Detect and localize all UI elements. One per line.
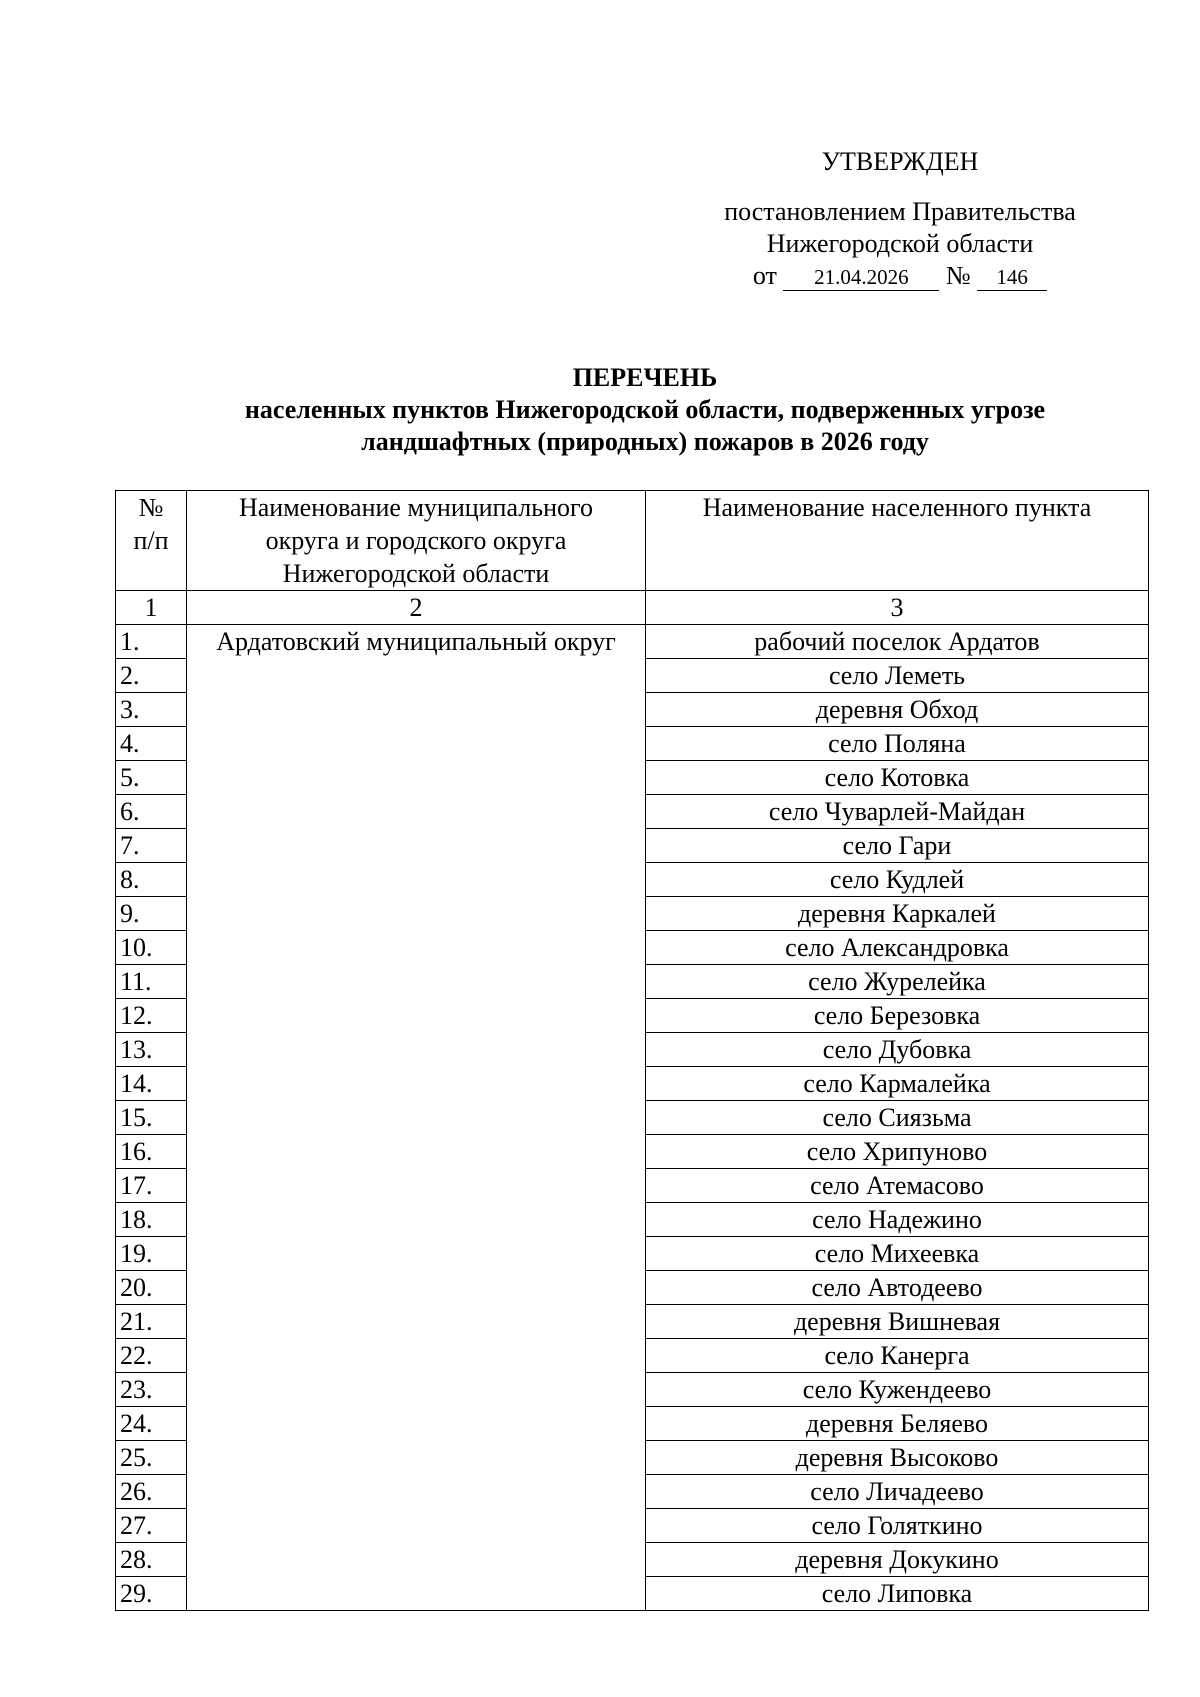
settlement-name: село Кудлей	[646, 863, 1149, 897]
settlement-name: село Кужендеево	[646, 1373, 1149, 1407]
row-number: 7.	[116, 829, 187, 863]
settlement-name: деревня Каркалей	[646, 897, 1149, 931]
header-number	[116, 491, 187, 591]
table-row	[116, 625, 1149, 659]
row-number: 11.	[116, 965, 187, 999]
settlement-name: село Гари	[646, 829, 1149, 863]
column-number-3: 3	[646, 591, 1149, 625]
row-number: 29.	[116, 1577, 187, 1611]
row-number: 21.	[116, 1305, 187, 1339]
row-number: 20.	[116, 1271, 187, 1305]
header-settlement-text: Наименование населенного пункта	[702, 493, 1092, 522]
row-number: 25.	[116, 1441, 187, 1475]
settlement-name: деревня Беляево	[646, 1407, 1149, 1441]
row-number: 14.	[116, 1067, 187, 1101]
row-number: 19.	[116, 1237, 187, 1271]
settlement-name: село Журелейка	[646, 965, 1149, 999]
table-body	[116, 625, 1149, 1611]
settlement-name: село Дубовка	[646, 1033, 1149, 1067]
settlement-name: село Личадеево	[646, 1475, 1149, 1509]
settlement-name: село Чуварлей-Майдан	[646, 795, 1149, 829]
document-title-block	[160, 362, 1130, 458]
settlement-name: село Александровка	[646, 931, 1149, 965]
settlement-name: село Голяткино	[646, 1509, 1149, 1543]
settlement-name: село Кармалейка	[646, 1067, 1149, 1101]
approval-date: 21.04.2026	[783, 264, 939, 291]
header-district-line-3: Нижегородской области	[282, 559, 550, 588]
row-number: 4.	[116, 727, 187, 761]
column-number-1: 1	[116, 591, 187, 625]
row-number: 9.	[116, 897, 187, 931]
row-number: 6.	[116, 795, 187, 829]
settlement-name: деревня Докукино	[646, 1543, 1149, 1577]
header-district-line-2: округа и городского округа	[265, 526, 567, 555]
column-number-2: 2	[187, 591, 646, 625]
settlement-name: село Атемасово	[646, 1169, 1149, 1203]
settlement-name: село Котовка	[646, 761, 1149, 795]
row-number: 22.	[116, 1339, 187, 1373]
header-settlement	[646, 491, 1149, 591]
row-number: 16.	[116, 1135, 187, 1169]
district-name: Ардатовский муниципальный округ	[187, 625, 646, 1611]
row-number: 5.	[116, 761, 187, 795]
row-number: 15.	[116, 1101, 187, 1135]
row-number: 12.	[116, 999, 187, 1033]
settlement-name: село Надежино	[646, 1203, 1149, 1237]
row-number: 3.	[116, 693, 187, 727]
approval-title: УТВЕРЖДЕН	[821, 147, 979, 176]
header-district	[187, 491, 646, 591]
row-number: 26.	[116, 1475, 187, 1509]
settlement-name: деревня Высоково	[646, 1441, 1149, 1475]
row-number: 18.	[116, 1203, 187, 1237]
row-number: 28.	[116, 1543, 187, 1577]
header-district-line-1: Наименование муниципального	[238, 493, 594, 522]
settlement-name: село Михеевка	[646, 1237, 1149, 1271]
settlement-name: село Леметь	[646, 659, 1149, 693]
row-number: 24.	[116, 1407, 187, 1441]
settlement-name: рабочий поселок Ардатов	[646, 625, 1149, 659]
settlement-name: село Липовка	[646, 1577, 1149, 1611]
row-number: 10.	[116, 931, 187, 965]
header-number-line-2: п/п	[133, 526, 169, 555]
row-number: 2.	[116, 659, 187, 693]
row-number: 27.	[116, 1509, 187, 1543]
settlement-name: село Березовка	[646, 999, 1149, 1033]
row-number: 23.	[116, 1373, 187, 1407]
row-number: 13.	[116, 1033, 187, 1067]
settlements-table	[115, 490, 1149, 1611]
settlement-name: село Автодеево	[646, 1271, 1149, 1305]
document-subtitle-1: населенных пунктов Нижегородской области, подверженных угрозе	[244, 395, 1046, 424]
header-number-line-1: №	[138, 493, 164, 522]
table-header-row	[116, 491, 1149, 591]
settlement-name: село Сиязьма	[646, 1101, 1149, 1135]
document-subtitle-2: ландшафтных (природных) пожаров в 2026 году	[361, 427, 929, 456]
approval-date-number-line	[680, 260, 1120, 292]
approval-block	[680, 146, 1120, 292]
settlement-name: село Хрипуново	[646, 1135, 1149, 1169]
row-number: 1.	[116, 625, 187, 659]
column-number-row	[116, 591, 1149, 625]
approval-line-1: постановлением Правительства	[724, 197, 1076, 226]
number-label: №	[945, 261, 971, 290]
document-title: ПЕРЕЧЕНЬ	[572, 363, 718, 392]
row-number: 17.	[116, 1169, 187, 1203]
approval-number: 146	[977, 264, 1047, 291]
from-label: от	[752, 261, 777, 290]
approval-line-2: Нижегородской области	[766, 229, 1034, 258]
settlement-name: село Канерга	[646, 1339, 1149, 1373]
settlement-name: деревня Вишневая	[646, 1305, 1149, 1339]
row-number: 8.	[116, 863, 187, 897]
settlement-name: деревня Обход	[646, 693, 1149, 727]
settlement-name: село Поляна	[646, 727, 1149, 761]
